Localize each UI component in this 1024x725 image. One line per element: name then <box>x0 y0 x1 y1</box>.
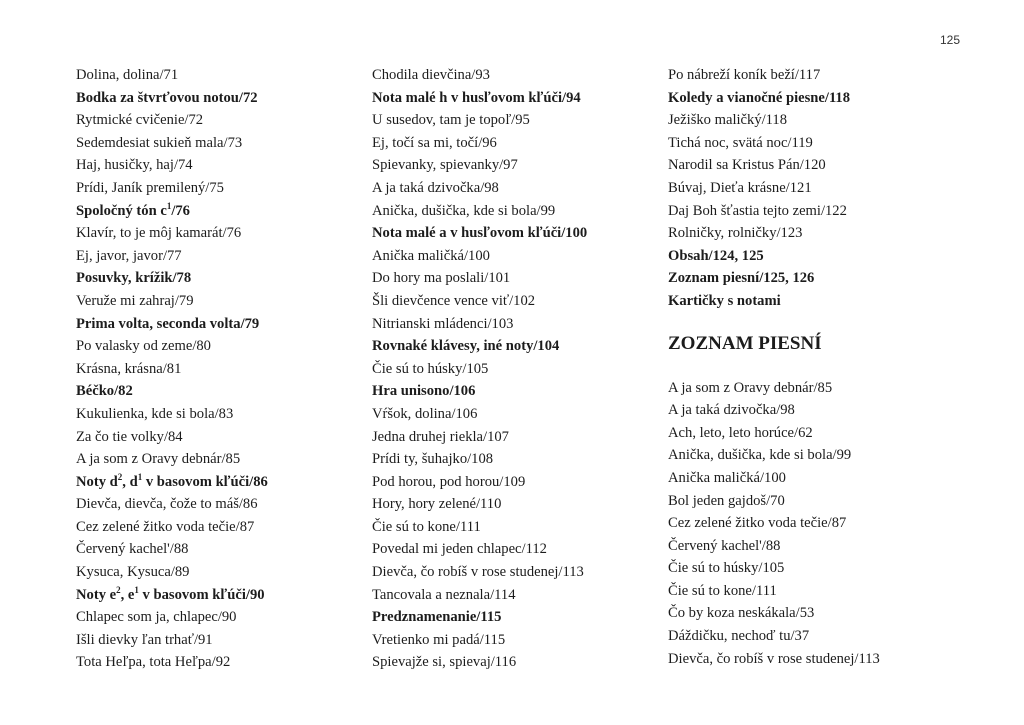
section-entry: Bodka za štvrťovou notou/72 <box>76 89 258 106</box>
song-entry: A ja taká dzivočka/98 <box>668 402 795 419</box>
superscript: 1 <box>134 584 139 595</box>
song-entry: Rytmické cvičenie/72 <box>76 112 204 129</box>
song-list-heading: ZOZNAM PIESNÍ <box>668 332 822 354</box>
song-entry: Po nábreží koník beží/117 <box>668 67 821 83</box>
song-entry: Išli dievky ľan trhať/91 <box>76 631 213 648</box>
song-entry: Kysuca, Kysuca/89 <box>76 564 190 581</box>
entry-text: Spoločný tón c <box>76 202 167 219</box>
superscript: 2 <box>117 471 123 482</box>
section-entry: Obsah/124, 125 <box>668 247 764 264</box>
entry-text: v basovom kľúči/86 <box>142 473 268 490</box>
contents-column-3-top <box>668 64 948 313</box>
song-entry: Čie sú to húsky/105 <box>372 360 489 377</box>
contents-column-3 <box>668 64 948 670</box>
song-entry: Vŕšok, dolina/106 <box>372 405 478 422</box>
song-list <box>668 377 948 671</box>
song-entry: Chlapec som ja, chlapec/90 <box>76 609 237 626</box>
section-entry: Kartičky s notami <box>668 292 781 309</box>
song-entry: Chodila dievčina/93 <box>372 67 490 83</box>
song-entry: Búvaj, Dieťa krásne/121 <box>668 179 812 196</box>
song-entry: U susedov, tam je topoľ/95 <box>372 112 530 129</box>
section-entry: Koledy a vianočné piesne/118 <box>668 89 851 106</box>
song-entry: Pod horou, pod horou/109 <box>372 473 526 490</box>
entry-text: v basovom kľúči/90 <box>138 586 265 603</box>
song-entry: Tancovala a neznala/114 <box>372 586 516 603</box>
song-entry: Kukulienka, kde si bola/83 <box>76 405 234 422</box>
song-entry: Cez zelené žitko voda tečie/87 <box>76 518 255 535</box>
song-entry: Nitrianski mládenci/103 <box>372 315 514 332</box>
song-entry: Čo by koza neskákala/53 <box>668 605 815 622</box>
song-entry: A ja taká dzivočka/98 <box>372 179 499 196</box>
song-entry: Jedna druhej riekla/107 <box>372 428 509 445</box>
song-entry: Rolničky, rolničky/123 <box>668 225 803 242</box>
section-entry: Nota malé h v husľovom kľúči/94 <box>372 89 581 106</box>
song-entry: Anička, dušička, kde si bola/99 <box>668 447 852 464</box>
song-entry: Spievanky, spievanky/97 <box>372 157 518 174</box>
song-entry: Ježiško maličký/118 <box>668 112 788 129</box>
entry-text: , d <box>122 473 138 490</box>
song-entry: Cez zelené žitko voda tečie/87 <box>668 515 847 532</box>
entry-text: /76 <box>171 202 190 219</box>
song-entry: Anička, dušička, kde si bola/99 <box>372 202 556 219</box>
song-entry: Čie sú to kone/111 <box>668 582 777 599</box>
song-entry: Narodil sa Kristus Pán/120 <box>668 157 826 174</box>
entry-text: , e <box>120 586 135 603</box>
song-entry: Klavír, to je môj kamarát/76 <box>76 225 242 242</box>
song-entry: Vretienko mi padá/115 <box>372 631 506 648</box>
section-entry: Béčko/82 <box>76 383 133 400</box>
song-entry: Dáždičku, nechoď tu/37 <box>668 628 810 645</box>
song-entry: Do hory ma poslali/101 <box>372 270 511 287</box>
song-entry: Hory, hory zelené/110 <box>372 496 502 513</box>
song-entry: Prídi, Janík premilený/75 <box>76 179 224 196</box>
song-entry: A ja som z Oravy debnár/85 <box>76 451 241 468</box>
song-entry: Povedal mi jeden chlapec/112 <box>372 541 547 558</box>
page-number: 125 <box>939 33 960 47</box>
section-entry: Hra unisono/106 <box>372 383 476 400</box>
song-entry: Prídi ty, šuhajko/108 <box>372 451 494 468</box>
section-entry: Predznamenanie/115 <box>372 609 502 626</box>
song-entry: Šli dievčence vence viť/102 <box>372 292 536 309</box>
song-entry: Tota Heľpa, tota Heľpa/92 <box>76 654 231 671</box>
contents-column-2 <box>372 64 652 674</box>
song-entry: Dievča, dievča, čože to máš/86 <box>76 496 258 513</box>
song-entry: Ach, leto, leto horúce/62 <box>668 424 813 441</box>
song-entry: Spievajže si, spievaj/116 <box>372 654 517 671</box>
song-entry: Ej, javor, javor/77 <box>76 247 182 264</box>
section-entry <box>76 471 356 494</box>
song-entry: Bol jeden gajdoš/70 <box>668 492 785 509</box>
song-entry: Ej, točí sa mi, točí/96 <box>372 134 497 151</box>
song-entry: Červený kachel'/88 <box>76 541 189 558</box>
song-entry: Za čo tie volky/84 <box>76 428 183 445</box>
song-entry: Dievča, čo robíš v rose studenej/113 <box>372 564 584 581</box>
song-entry: Po valasky od zeme/80 <box>76 338 211 355</box>
song-entry: Daj Boh šťastia tejto zemi/122 <box>668 202 847 219</box>
song-entry: Dievča, čo robíš v rose studenej/113 <box>668 650 880 667</box>
section-entry <box>76 584 356 607</box>
song-entry: Sedemdesiat sukieň mala/73 <box>76 134 243 151</box>
song-entry: Dolina, dolina/71 <box>76 67 179 83</box>
song-entry: Krásna, krásna/81 <box>76 360 182 377</box>
section-entry: Rovnaké klávesy, iné noty/104 <box>372 338 560 355</box>
song-entry: Čie sú to húsky/105 <box>668 560 785 577</box>
superscript: 1 <box>137 471 143 482</box>
song-entry: Tichá noc, svätá noc/119 <box>668 134 813 151</box>
section-entry: Posuvky, krížik/78 <box>76 270 192 287</box>
section-entry <box>76 200 356 223</box>
song-entry: Haj, husičky, haj/74 <box>76 157 193 174</box>
superscript: 1 <box>166 200 172 211</box>
superscript: 2 <box>116 584 121 595</box>
song-entry: Anička maličká/100 <box>668 469 786 486</box>
contents-column-1 <box>76 64 356 674</box>
entry-text: Noty e <box>76 586 117 603</box>
song-entry: Anička maličká/100 <box>372 247 490 264</box>
section-entry: Zoznam piesní/125, 126 <box>668 270 815 287</box>
song-entry: Červený kachel'/88 <box>668 537 781 554</box>
song-entry: A ja som z Oravy debnár/85 <box>668 379 833 396</box>
section-entry: Nota malé a v husľovom kľúči/100 <box>372 225 588 242</box>
section-entry: Prima volta, seconda volta/79 <box>76 315 260 332</box>
entry-text: Noty d <box>76 473 118 490</box>
song-entry: Čie sú to kone/111 <box>372 518 481 535</box>
song-entry: Veruže mi zahraj/79 <box>76 292 194 309</box>
